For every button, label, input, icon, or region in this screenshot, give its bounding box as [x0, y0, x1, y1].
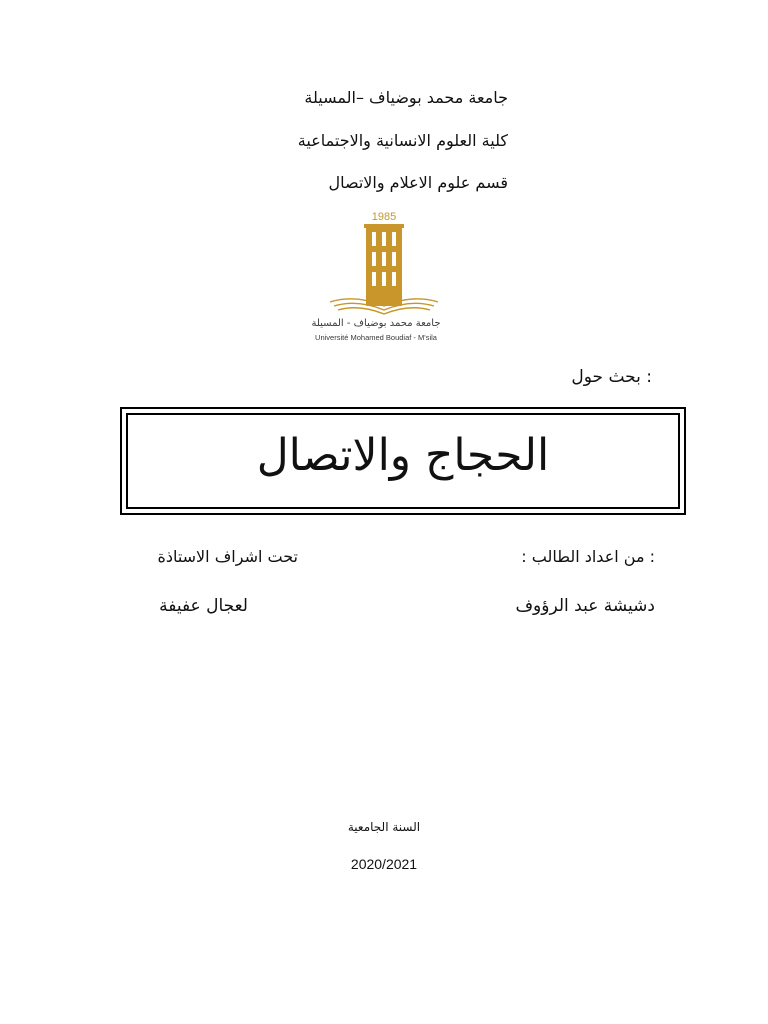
supervisor-label: تحت اشراف الاستاذة: [157, 547, 298, 566]
title-frame: [120, 407, 686, 515]
department-name: قسم علوم الاعلام والاتصال: [328, 173, 508, 192]
logo-name-arabic: جامعة محمد بوضياف - المسيلة: [311, 318, 441, 329]
academic-year-value: 2020/2021: [350, 856, 418, 872]
research-title: الحجاج والاتصال: [256, 430, 550, 481]
title-frame-inner: [126, 413, 680, 509]
student-label: : من اعداد الطالب :: [521, 547, 655, 566]
university-name: جامعة محمد بوضياف –المسيلة: [304, 88, 508, 107]
subject-label: : بحث حول: [571, 367, 652, 387]
faculty-name: كلية العلوم الانسانية والاجتماعية: [297, 131, 508, 150]
academic-year-label: السنة الجامعية: [347, 820, 421, 834]
logo-name-french: Université Mohamed Boudiaf - M'sila: [315, 333, 437, 342]
logo-year: 1985: [371, 211, 397, 223]
supervisor-name: لعجال عفيفة: [159, 596, 248, 616]
tower-icon: [364, 224, 404, 306]
student-name: دشيشة عبد الرؤوف: [515, 596, 655, 616]
